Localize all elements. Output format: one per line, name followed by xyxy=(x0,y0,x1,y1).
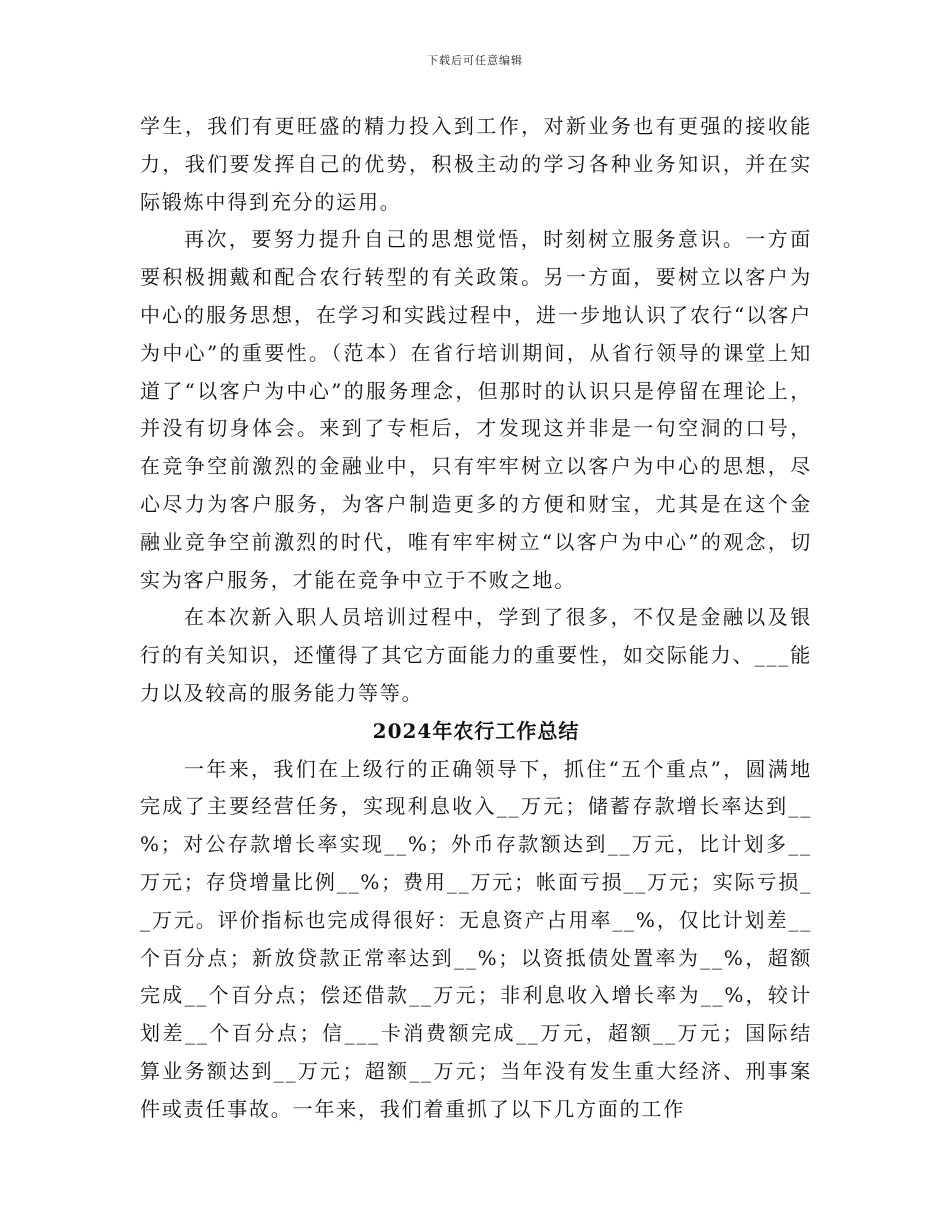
paragraph-annual-summary: 一年来，我们在上级行的正确领导下，抓住“五个重点”，圆满地完成了主要经营任务，实现利息收入__万元；储蓄存款增长率达到__%；对公存款增长率实现__%；外币存款额达到__万元，比计划多__万元；存贷增量比例__%；费用__万元；帐面亏损__万元；实际亏损__万元。评价指标也完成得很好：无息资产占用率__%，仅比计划差__个百分点；新放贷款正常率达到__%；以资抵债处置率为__%，超额完成__个百分点；偿还借款__万元；非利息收入增长率为__%，较计划差__个百分点；信___卡消费额完成__万元，超额__万元；国际结算业务额达到__万元；超额__万元；当年没有发生重大经济、刑事案件或责任事故。一年来，我们着重抓了以下几方面的工作 xyxy=(140,756,812,1121)
page-header-note: 下载后可任意编辑 xyxy=(427,54,523,67)
section-title: 2024年农行工作总结 xyxy=(372,718,580,743)
document-body xyxy=(140,108,812,1129)
paragraph-training-summary: 在本次新入职人员培训过程中，学到了很多，不仅是金融以及银行的有关知识，还懂得了其它方面能力的重要性，如交际能力、___能力以及较高的服务能力等等。 xyxy=(140,605,812,705)
paragraph-continuation: 学生，我们有更旺盛的精力投入到工作，对新业务也有更强的接收能力，我们要发挥自己的优势，积极主动的学习各种业务知识，并在实际锻炼中得到充分的运用。 xyxy=(140,114,812,214)
paragraph-service-awareness: 再次，要努力提升自己的思想觉悟，时刻树立服务意识。一方面要积极拥戴和配合农行转型的有关政策。另一方面，要树立以客户为中心的服务思想，在学习和实践过程中，进一步地认识了农行“以客户为中心”的重要性。（范本）在省行培训期间，从省行领导的课堂上知道了“以客户为中心”的服务理念，但那时的认识只是停留在理论上，并没有切身体会。来到了专柜后，才发现这并非是一句空洞的口号，在竞争空前激烈的金融业中，只有牢牢树立以客户为中心的思想，尽心尽力为客户服务，为客户制造更多的方便和财宝，尤其是在这个金融业竞争空前激烈的时代，唯有牢牢树立“以客户为中心”的观念，切实为客户服务，才能在竞争中立于不败之地。 xyxy=(140,227,812,592)
